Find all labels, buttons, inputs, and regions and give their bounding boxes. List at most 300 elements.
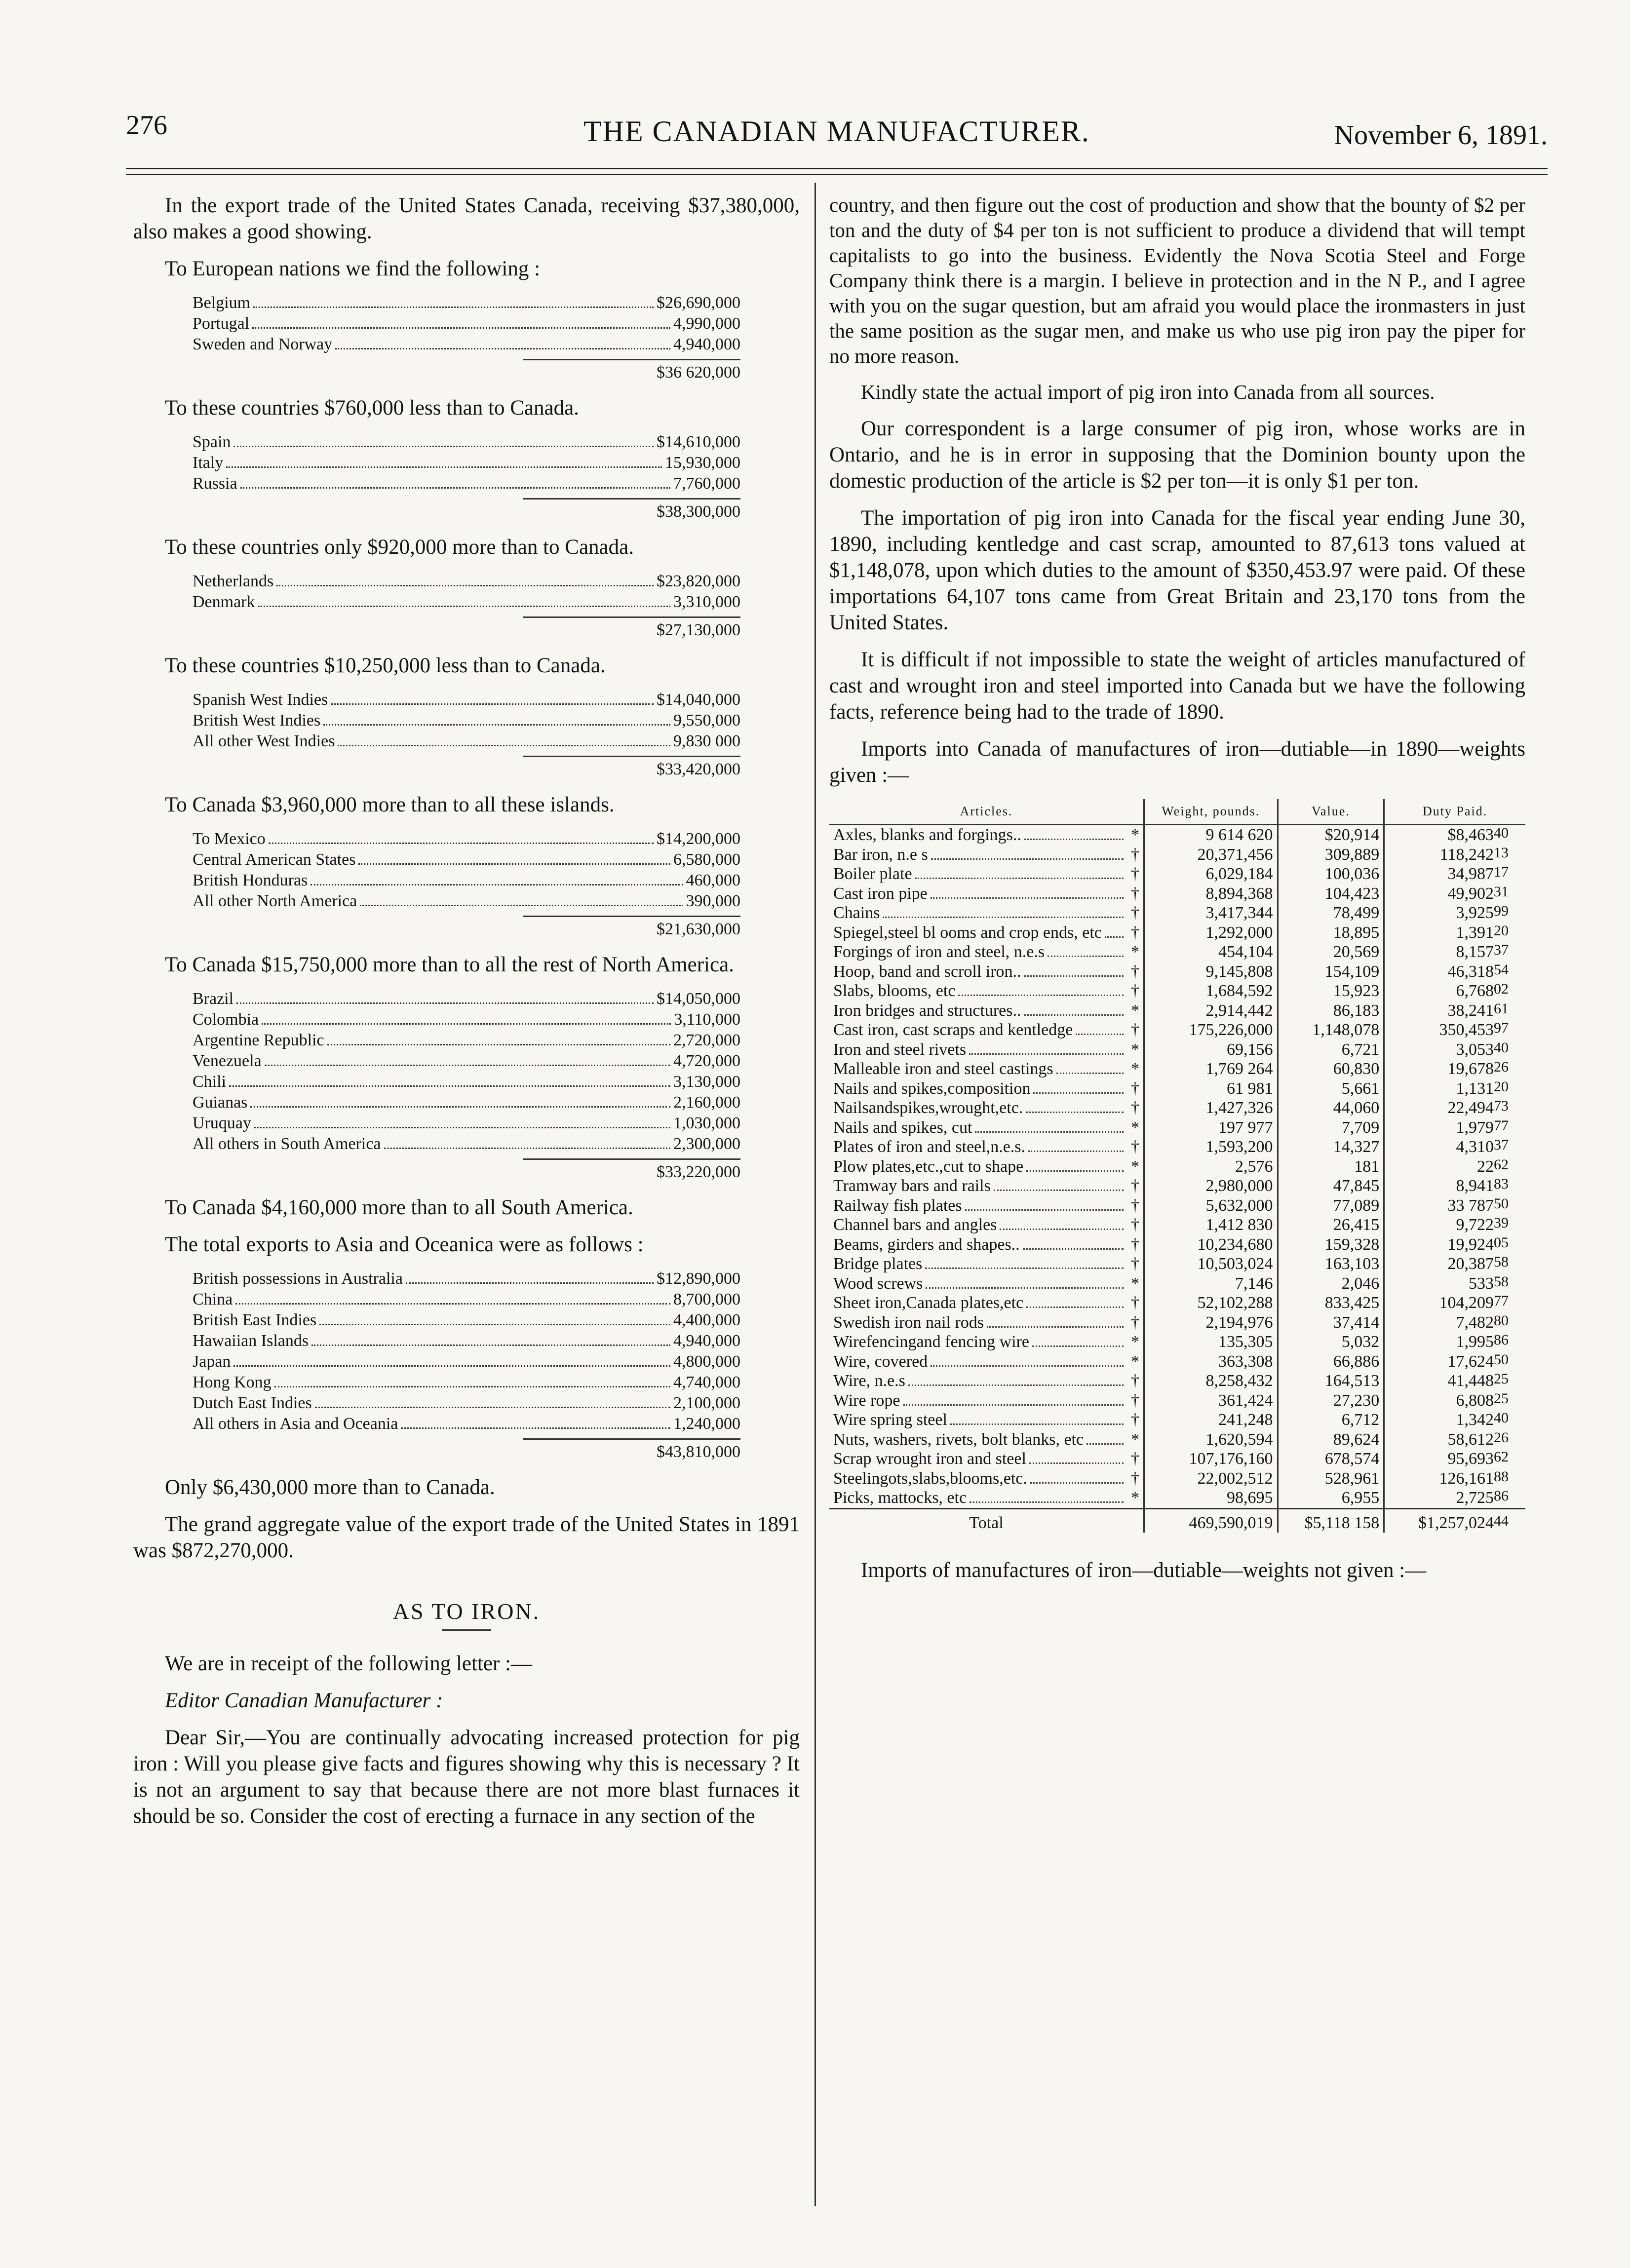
article-cell xyxy=(829,864,1144,884)
tariff-mark: * xyxy=(1131,1352,1139,1371)
duty-cents: 97 xyxy=(1494,1020,1509,1036)
article-name: Cast iron, cast scraps and kentledge xyxy=(833,1021,1073,1039)
leader-dots xyxy=(1026,1170,1124,1172)
article-name: Beams, girders and shapes.. xyxy=(833,1235,1020,1254)
article-line xyxy=(833,1235,1139,1255)
country-name: Uruquay xyxy=(193,1114,251,1132)
leader-dots xyxy=(236,1002,654,1004)
duty-dollars: 20,387 xyxy=(1447,1255,1494,1273)
duty-cents: 20 xyxy=(1494,1078,1509,1095)
duty-cell xyxy=(1384,981,1525,1001)
country-name: Hawaiian Islands xyxy=(193,1332,309,1350)
list-item xyxy=(193,1310,740,1331)
article-line xyxy=(833,962,1139,982)
value-cell: 100,036 xyxy=(1278,864,1384,884)
duty-dollars: 1,131 xyxy=(1456,1079,1494,1098)
duty-dollars: 104,209 xyxy=(1439,1294,1494,1312)
article-cell xyxy=(829,1098,1144,1118)
group-total: $33,220,000 xyxy=(523,1158,740,1185)
leader-dots xyxy=(970,1501,1124,1503)
value-cell: 15,923 xyxy=(1278,981,1384,1001)
article-line xyxy=(833,1313,1139,1333)
article-cell xyxy=(829,981,1144,1001)
country-name: All other West Indies xyxy=(193,732,335,750)
value-cell: 77,089 xyxy=(1278,1196,1384,1216)
leader-dots xyxy=(975,1131,1124,1133)
leader-dots xyxy=(276,585,654,586)
tariff-mark: * xyxy=(1131,1430,1139,1449)
value-cell: 18,895 xyxy=(1278,923,1384,943)
weight-cell: 9 614 620 xyxy=(1144,825,1278,845)
duty-cell xyxy=(1384,1176,1525,1196)
weight-cell: 2,914,442 xyxy=(1144,1001,1278,1021)
duty-cell xyxy=(1384,1196,1525,1216)
article-line xyxy=(833,1274,1139,1294)
column-divider xyxy=(815,183,816,2206)
country-name: Russia xyxy=(193,474,237,493)
value-cell: 309,889 xyxy=(1278,845,1384,865)
article-line xyxy=(833,1059,1139,1079)
value-cell: 7,709 xyxy=(1278,1118,1384,1138)
comparison-line: To these countries $760,000 less than to Canada. xyxy=(165,396,579,420)
total-weight: 469,590,019 xyxy=(1144,1508,1278,1533)
weight-cell: 1,292,000 xyxy=(1144,923,1278,943)
article-cell xyxy=(829,923,1144,943)
export-value: 2,720,000 xyxy=(673,1031,740,1049)
table-header-row xyxy=(829,799,1525,825)
group-total: $21,630,000 xyxy=(523,916,740,942)
duty-dollars: 3,925 xyxy=(1456,904,1494,922)
export-list xyxy=(193,571,740,613)
country-name: Central American States xyxy=(193,850,356,869)
export-groups xyxy=(133,293,800,1221)
article-cell xyxy=(829,845,1144,865)
duty-cents: 05 xyxy=(1494,1234,1509,1251)
article-name: Wood screws xyxy=(833,1274,923,1293)
value-cell: 37,414 xyxy=(1278,1313,1384,1333)
weight-cell: 1,684,592 xyxy=(1144,981,1278,1001)
value-cell: 60,830 xyxy=(1278,1059,1384,1079)
article-line xyxy=(833,1098,1139,1118)
export-value: 4,940,000 xyxy=(673,335,740,353)
duty-dollars: 4,310 xyxy=(1456,1138,1494,1156)
table-row xyxy=(829,1235,1525,1255)
article-line xyxy=(833,884,1139,904)
duty-cell xyxy=(1384,1488,1525,1508)
article-name: Nuts, washers, rivets, bolt blanks, etc xyxy=(833,1430,1084,1449)
duty-dollars: 1,342 xyxy=(1456,1411,1494,1429)
header-rule xyxy=(126,168,1548,169)
tariff-mark: † xyxy=(1131,962,1139,981)
article-line xyxy=(833,864,1139,884)
article-name: Nails and spikes, cut xyxy=(833,1118,972,1137)
leader-dots xyxy=(965,1209,1124,1211)
leader-dots xyxy=(311,1345,670,1346)
duty-cents: 26 xyxy=(1494,1429,1509,1446)
reply-paragraph-2: The importation of pig iron into Canada for the fiscal year ending June 30, 1890, including kentledge and cast scrap, amounted to 87,613 tons valued at $1,148,078, upon which duties to the amount of $350,453.97 were paid. Of these importations 64,107 tons came from Great Britain and 23,170 tons from the United States. xyxy=(829,506,1525,634)
table-row xyxy=(829,903,1525,923)
tariff-mark: † xyxy=(1131,884,1139,903)
article-name: Scrap wrought iron and steel xyxy=(833,1450,1026,1468)
list-item xyxy=(193,473,740,494)
duty-dollars: 118,242 xyxy=(1439,845,1494,864)
leader-dots xyxy=(1024,975,1124,977)
list-item xyxy=(193,1072,740,1092)
export-value: $23,820,000 xyxy=(657,572,740,590)
duty-cents: 62 xyxy=(1494,1449,1509,1465)
duty-dollars: 38,241 xyxy=(1447,1001,1494,1020)
duty-cents: 77 xyxy=(1494,1117,1509,1134)
list-item xyxy=(193,1331,740,1351)
weight-cell: 1,620,594 xyxy=(1144,1430,1278,1450)
comparison-line: To these countries $10,250,000 less than to Canada. xyxy=(165,654,606,677)
european-intro: To European nations we find the following : xyxy=(165,257,541,280)
duty-cents: 26 xyxy=(1494,1059,1509,1075)
article-line xyxy=(833,1118,1139,1138)
article-name: Swedish iron nail rods xyxy=(833,1313,984,1332)
table-row xyxy=(829,1449,1525,1469)
table-row xyxy=(829,1020,1525,1040)
article-name: Wire spring steel xyxy=(833,1411,947,1429)
export-value: 2,300,000 xyxy=(673,1135,740,1153)
table-row xyxy=(829,1059,1525,1079)
list-item xyxy=(193,571,740,592)
tariff-mark: † xyxy=(1131,1313,1139,1332)
list-item xyxy=(193,1113,740,1134)
table-row xyxy=(829,1391,1525,1411)
article-line xyxy=(833,923,1139,943)
duty-dollars: 1,391 xyxy=(1456,923,1494,942)
article-name: Iron bridges and structures.. xyxy=(833,1001,1021,1020)
value-cell: 181 xyxy=(1278,1157,1384,1177)
value-cell: 78,499 xyxy=(1278,903,1384,923)
duty-cell xyxy=(1384,864,1525,884)
duty-cell xyxy=(1384,1118,1525,1138)
duty-cell xyxy=(1384,1137,1525,1157)
duty-cents: 62 xyxy=(1494,1156,1509,1173)
leader-dots xyxy=(265,1065,670,1066)
table-row xyxy=(829,942,1525,962)
tariff-mark: † xyxy=(1131,1079,1139,1098)
article-line xyxy=(833,1079,1139,1099)
duty-dollars: 22,494 xyxy=(1447,1099,1494,1117)
leader-dots xyxy=(1076,1034,1124,1035)
export-list xyxy=(193,690,740,752)
table-row xyxy=(829,845,1525,865)
tariff-mark: † xyxy=(1131,1099,1139,1117)
table-row xyxy=(829,1215,1525,1235)
article-line xyxy=(833,1449,1139,1469)
duty-cell xyxy=(1384,1274,1525,1294)
table-row xyxy=(829,1176,1525,1196)
leader-dots xyxy=(274,1386,670,1387)
leader-dots xyxy=(958,995,1124,996)
country-name: Japan xyxy=(193,1352,231,1371)
leader-dots xyxy=(1048,956,1124,957)
duty-cents: 77 xyxy=(1494,1293,1509,1309)
weight-cell: 361,424 xyxy=(1144,1391,1278,1411)
duty-dollars: 7,482 xyxy=(1456,1313,1494,1332)
article-name: Cast iron pipe xyxy=(833,884,928,903)
tariff-mark: † xyxy=(1131,923,1139,942)
export-list xyxy=(193,989,740,1154)
tariff-mark: † xyxy=(1131,1235,1139,1254)
export-value: 460,000 xyxy=(686,871,740,889)
article-line xyxy=(833,1469,1139,1489)
duty-dollars: 6,768 xyxy=(1456,982,1494,1000)
total-duty-cents: 44 xyxy=(1494,1512,1509,1529)
export-value: $14,040,000 xyxy=(657,691,740,709)
country-name: To Mexico xyxy=(193,830,266,848)
duty-cell xyxy=(1384,1293,1525,1313)
article-name: Channel bars and angles xyxy=(833,1216,997,1234)
article-line xyxy=(833,1196,1139,1216)
duty-cell xyxy=(1384,1410,1525,1430)
duty-dollars: 19,678 xyxy=(1447,1060,1494,1078)
leader-dots xyxy=(1056,1073,1124,1074)
duty-cents: 40 xyxy=(1494,825,1509,841)
leader-dots xyxy=(1026,1307,1124,1308)
value-cell: 528,961 xyxy=(1278,1469,1384,1489)
tariff-mark: † xyxy=(1131,1450,1139,1468)
leader-dots xyxy=(358,863,670,865)
total-value: $5,118 158 xyxy=(1278,1508,1384,1533)
weight-cell: 9,145,808 xyxy=(1144,962,1278,982)
weight-cell: 107,176,160 xyxy=(1144,1449,1278,1469)
leader-dots xyxy=(903,1404,1124,1406)
article-cell xyxy=(829,1079,1144,1099)
leader-dots xyxy=(950,1423,1124,1425)
export-value: 9,830 000 xyxy=(673,732,740,750)
publication-title: THE CANADIAN MANUFACTURER. xyxy=(583,115,1090,148)
list-item xyxy=(193,1009,740,1030)
article-line xyxy=(833,1391,1139,1411)
country-name: Brazil xyxy=(193,990,234,1008)
page-header xyxy=(126,105,1548,159)
table-row xyxy=(829,1079,1525,1099)
tariff-mark: * xyxy=(1131,1040,1139,1059)
value-cell: 27,230 xyxy=(1278,1391,1384,1411)
duty-cell xyxy=(1384,845,1525,865)
export-list xyxy=(193,1269,740,1434)
country-name: Netherlands xyxy=(193,572,274,590)
leader-dots xyxy=(323,724,670,726)
duty-cell xyxy=(1384,1430,1525,1450)
country-name: All others in South America xyxy=(193,1135,381,1153)
leader-dots xyxy=(315,1407,670,1408)
tariff-mark: * xyxy=(1131,1489,1139,1507)
duty-cell xyxy=(1384,1157,1525,1177)
country-name: Spain xyxy=(193,433,231,451)
leader-dots xyxy=(987,1326,1124,1328)
article-cell xyxy=(829,1293,1144,1313)
group-total: $33,420,000 xyxy=(523,756,740,782)
article-cell xyxy=(829,884,1144,904)
article-name: Wirefencingand fencing wire xyxy=(833,1333,1029,1351)
export-value: 4,720,000 xyxy=(673,1052,740,1070)
duty-cell xyxy=(1384,962,1525,982)
leader-dots xyxy=(931,858,1124,860)
total-duty-dollars: $1,257,024 xyxy=(1418,1513,1494,1532)
group-total: $36 620,000 xyxy=(523,359,740,385)
duty-dollars: 17,624 xyxy=(1447,1352,1494,1371)
header-rule-2 xyxy=(126,174,1548,175)
value-cell: 44,060 xyxy=(1278,1098,1384,1118)
country-name: Guianas xyxy=(193,1093,248,1112)
article-name: Axles, blanks and forgings.. xyxy=(833,826,1021,844)
value-cell: 6,712 xyxy=(1278,1410,1384,1430)
duty-cell xyxy=(1384,1001,1525,1021)
article-cell xyxy=(829,825,1144,845)
weight-cell: 20,371,456 xyxy=(1144,845,1278,865)
article-line xyxy=(833,1040,1139,1060)
country-name: Denmark xyxy=(193,593,255,611)
total-label: Total xyxy=(829,1508,1144,1533)
article-name: Slabs, blooms, etc xyxy=(833,982,956,1000)
list-item xyxy=(193,453,740,473)
tariff-mark: * xyxy=(1131,1333,1139,1351)
duty-dollars: 126,161 xyxy=(1439,1469,1494,1488)
table-row xyxy=(829,962,1525,982)
article-name: Bar iron, n.e s xyxy=(833,845,928,864)
article-name: Forgings of iron and steel, n.e.s xyxy=(833,943,1045,961)
article-name: Malleable iron and steel castings xyxy=(833,1060,1053,1078)
duty-cents: 58 xyxy=(1494,1273,1509,1290)
country-name: Argentine Republic xyxy=(193,1031,324,1049)
article-name: Iron and steel rivets xyxy=(833,1040,967,1059)
letter-salutation: Editor Canadian Manufacturer : xyxy=(165,1689,443,1712)
article-cell xyxy=(829,1215,1144,1235)
list-item xyxy=(193,293,740,313)
tariff-mark: † xyxy=(1131,865,1139,883)
duty-dollars: 46,318 xyxy=(1447,962,1494,981)
letter-body: Dear Sir,—You are continually advocating increased protection for pig iron : Will you please give facts and figures showing why this is necessary ? It is not an argument to say that because there are not more blast furnaces it should be so. Consider the cost of erecting a furnace in any section of the xyxy=(133,1726,800,1828)
duty-cents: 40 xyxy=(1494,1410,1509,1426)
article-cell xyxy=(829,1332,1144,1352)
table-row xyxy=(829,1118,1525,1138)
article-line xyxy=(833,1254,1139,1274)
tariff-mark: † xyxy=(1131,1255,1139,1273)
list-item xyxy=(193,1372,740,1393)
value-cell: 159,328 xyxy=(1278,1235,1384,1255)
tariff-mark: † xyxy=(1131,982,1139,1000)
receipt-line: We are in receipt of the following letter :— xyxy=(165,1652,532,1675)
country-name: All others in Asia and Oceania xyxy=(193,1415,398,1433)
leader-dots xyxy=(331,703,654,705)
value-cell: 2,046 xyxy=(1278,1274,1384,1294)
weight-cell: 363,308 xyxy=(1144,1352,1278,1372)
tariff-mark: † xyxy=(1131,1021,1139,1039)
export-value: 4,400,000 xyxy=(673,1311,740,1329)
article-line xyxy=(833,1332,1139,1352)
leader-dots xyxy=(258,606,670,607)
export-value: 1,240,000 xyxy=(673,1415,740,1433)
list-item xyxy=(193,710,740,731)
article-line xyxy=(833,1430,1139,1450)
article-line xyxy=(833,845,1139,865)
duty-cell xyxy=(1384,1371,1525,1391)
table-row xyxy=(829,1274,1525,1294)
duty-cell xyxy=(1384,1313,1525,1333)
duty-cents: 31 xyxy=(1494,883,1509,900)
article-name: Wire, n.e.s xyxy=(833,1372,905,1390)
list-item xyxy=(193,334,740,355)
country-name: British possessions in Australia xyxy=(193,1269,403,1288)
article-cell xyxy=(829,1235,1144,1255)
leader-dots xyxy=(1029,1462,1124,1464)
table-row xyxy=(829,1410,1525,1430)
leader-dots xyxy=(1024,1014,1124,1016)
table-row xyxy=(829,1313,1525,1333)
duty-dollars: 1,995 xyxy=(1456,1333,1494,1351)
weight-cell: 2,194,976 xyxy=(1144,1313,1278,1333)
leader-dots xyxy=(1028,1151,1124,1152)
list-item xyxy=(193,1351,740,1372)
leader-dots xyxy=(233,1365,670,1367)
article-line xyxy=(833,1293,1139,1313)
table-row xyxy=(829,1352,1525,1372)
weight-cell: 7,146 xyxy=(1144,1274,1278,1294)
article-name: Picks, mattocks, etc xyxy=(833,1489,967,1507)
duty-cell xyxy=(1384,1079,1525,1099)
tariff-mark: † xyxy=(1131,845,1139,864)
leader-dots xyxy=(915,878,1124,879)
article-name: Railway fish plates xyxy=(833,1196,962,1215)
right-column xyxy=(829,192,1525,1594)
table-row xyxy=(829,1137,1525,1157)
weight-cell: 2,576 xyxy=(1144,1157,1278,1177)
grand-aggregate: The grand aggregate value of the export trade of the United States in 1891 was $872,270,000. xyxy=(133,1513,800,1562)
letter-continued: country, and then figure out the cost of production and show that the bounty of $2 per ton and the duty of $4 per ton is not sufficient to produce a dividend that will tempt capitalists to go into the business. Evidently the Nova Scotia Steel and Forge Company think there is a margin. I believe in protection and in the N P., and I agree with you on the sugar question, but am afraid you would place the ironmasters in just the same position as the sugar men, and make us who use pig iron pay the piper for no more reason. xyxy=(829,193,1525,367)
duty-cell xyxy=(1384,1352,1525,1372)
header-value: Value. xyxy=(1278,799,1384,825)
weight-cell: 22,002,512 xyxy=(1144,1469,1278,1489)
article-cell xyxy=(829,1449,1144,1469)
article-cell xyxy=(829,1274,1144,1294)
article-line xyxy=(833,942,1139,962)
intro-paragraph: In the export trade of the United States Canada, receiving $37,380,000, also makes a good showing. xyxy=(133,194,800,243)
export-value: $12,890,000 xyxy=(657,1269,740,1288)
list-item xyxy=(193,1414,740,1434)
table-intro: Imports into Canada of manufactures of iron—dutiable—in 1890—weights given :— xyxy=(829,737,1525,787)
duty-cell xyxy=(1384,1215,1525,1235)
weight-cell: 1,769 264 xyxy=(1144,1059,1278,1079)
tariff-mark: * xyxy=(1131,943,1139,961)
table-row xyxy=(829,1430,1525,1450)
table-row xyxy=(829,1332,1525,1352)
list-item xyxy=(193,1030,740,1051)
table-row xyxy=(829,1254,1525,1274)
article-name: Wire, covered xyxy=(833,1352,928,1371)
export-value: 4,990,000 xyxy=(673,314,740,333)
leader-dots xyxy=(931,1365,1124,1367)
duty-dollars: 34,987 xyxy=(1447,865,1494,883)
total-duty xyxy=(1384,1508,1525,1533)
leader-dots xyxy=(338,745,670,746)
leader-dots xyxy=(335,348,670,349)
article-name: Hoop, band and scroll iron.. xyxy=(833,962,1021,981)
table-row xyxy=(829,1469,1525,1489)
weight-cell: 135,305 xyxy=(1144,1332,1278,1352)
list-item xyxy=(193,829,740,849)
export-value: 1,030,000 xyxy=(673,1114,740,1132)
export-value: $26,690,000 xyxy=(657,294,740,312)
duty-cents: 17 xyxy=(1494,864,1509,880)
article-name: Spiegel,steel bl ooms and crop ends, etc xyxy=(833,923,1102,942)
table-row xyxy=(829,923,1525,943)
list-item xyxy=(193,432,740,453)
table-row xyxy=(829,1098,1525,1118)
